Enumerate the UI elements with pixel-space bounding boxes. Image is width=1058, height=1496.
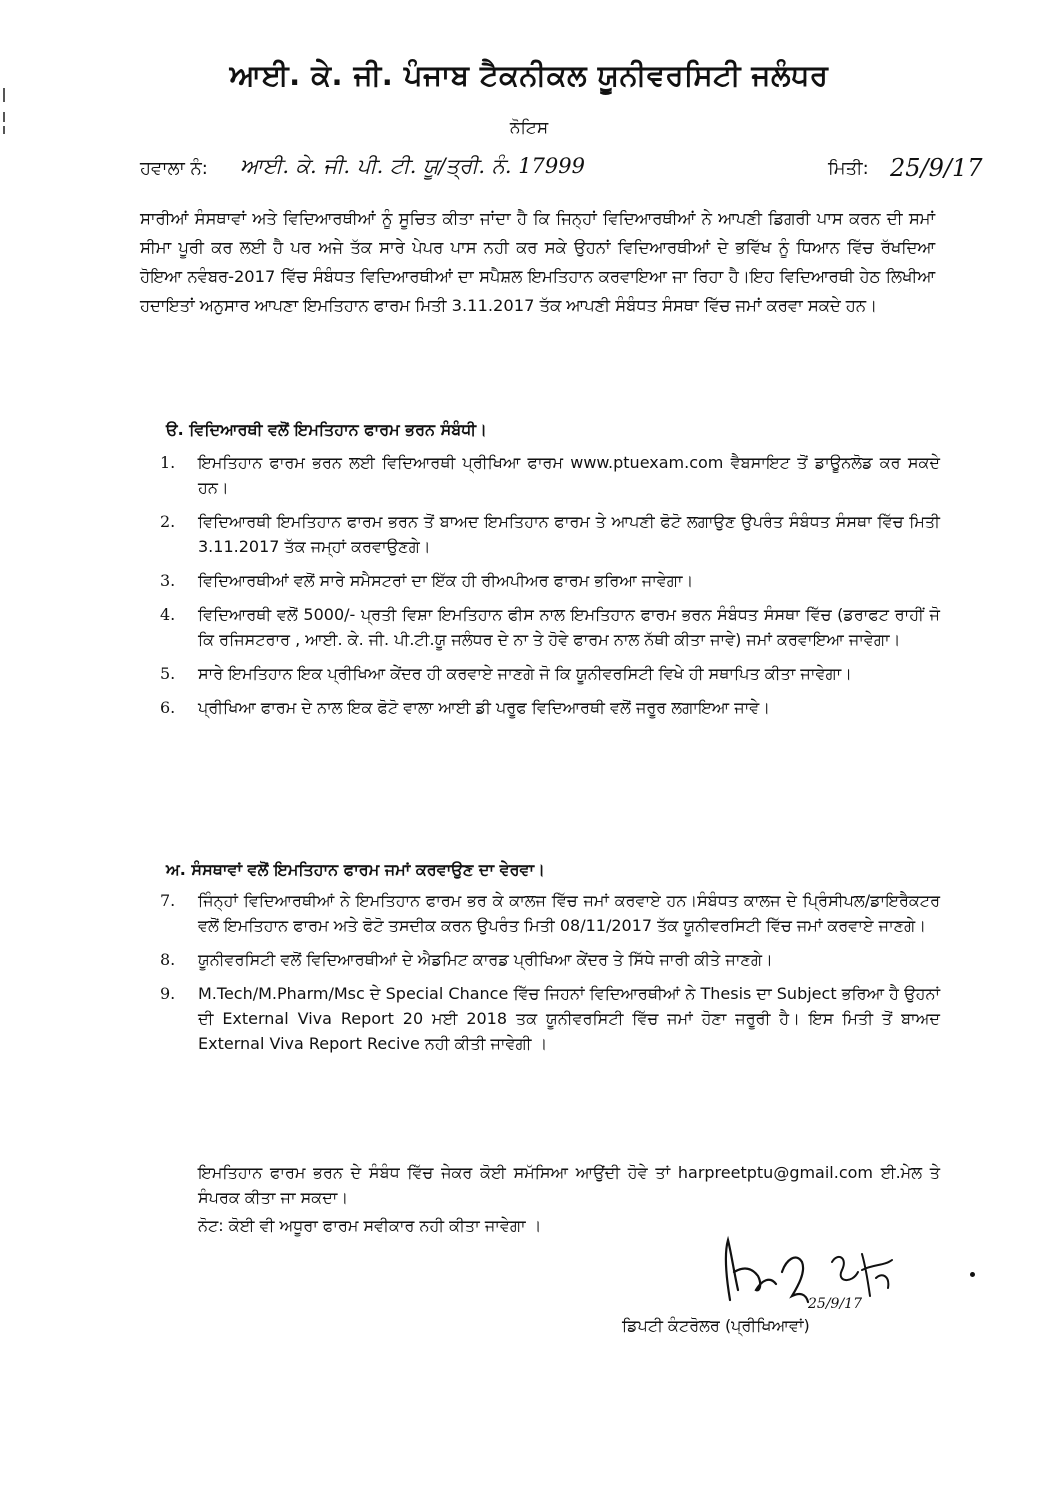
section-a-list xyxy=(160,450,940,729)
item-number: 5. xyxy=(160,664,176,683)
list-item xyxy=(160,981,940,1056)
list-item xyxy=(160,947,940,972)
item-text: M.Tech/M.Pharm/Msc ਦੇ Special Chance ਵਿੱਚ ਜਿਹਨਾਂ ਵਿਦਿਆਰਥੀਆਂ ਨੇ Thesis ਦਾ Subject ਭਰਿਆ ਹੈ ਉਹਨਾਂ ਦੀ External Viva Report 20 ਮਈ 2018 ਤਕ ਯੂਨੀਵਰਸਿਟੀ ਵਿੱਚ ਜਮਾਂ ਹੋਣਾ ਜਰੂਰੀ ਹੈ। ਇਸ ਮਿਤੀ ਤੋਂ ਬਾਅਦ External Viva Report Recive ਨਹੀ ਕੀਤੀ ਜਾਵੇਗੀ । xyxy=(198,984,940,1053)
list-item xyxy=(160,661,940,686)
item-number: 6. xyxy=(160,698,176,717)
note-text: ਨੋਟ: ਕੋਈ ਵੀ ਅਧੂਰਾ ਫਾਰਮ ਸਵੀਕਾਰ ਨਹੀ ਕੀਤਾ ਜਾਵੇਗਾ । xyxy=(198,1216,542,1235)
reference-number: ਆਈ. ਕੇ. ਜੀ. ਪੀ. ਟੀ. ਯੂ/ਤ੍ਰੀ. ਨੰ. 17999 xyxy=(240,154,585,178)
notice-heading: ਨੋਟਿਸ xyxy=(509,118,549,138)
list-item xyxy=(160,695,940,720)
item-text: ਯੂਨੀਵਰਸਿਟੀ ਵਲੋਂ ਵਿਦਿਆਰਥੀਆਂ ਦੇ ਐਡਮਿਟ ਕਾਰਡ ਪ੍ਰੀਖਿਆ ਕੇਂਦਰ ਤੇ ਸਿੱਧੇ ਜਾਰੀ ਕੀਤੇ ਜਾਣਗੇ। xyxy=(198,950,773,969)
item-number: 7. xyxy=(160,891,176,910)
item-text: ਵਿਦਿਆਰਥੀ ਵਲੋਂ 5000/- ਪ੍ਰਤੀ ਵਿਸ਼ਾ ਇਮਤਿਹਾਨ ਫੀਸ ਨਾਲ ਇਮਤਿਹਾਨ ਫਾਰਮ ਭਰਨ ਸੰਬੰਧਤ ਸੰਸਥਾ ਵਿੱਚ (ਡਰਾਫਟ ਰਾਹੀਂ ਜੋ ਕਿ ਰਜਿਸਟਰਾਰ , ਆਈ. ਕੇ. ਜੀ. ਪੀ.ਟੀ.ਯੂ ਜਲੰਧਰ ਦੇ ਨਾ ਤੇ ਹੋਵੇ ਫਾਰਮ ਨਾਲ ਨੱਥੀ ਕੀਤਾ ਜਾਵੇ) ਜਮਾਂ ਕਰਵਾਇਆ ਜਾਵੇਗਾ। xyxy=(198,605,940,649)
list-item xyxy=(160,450,940,500)
date-value: 25/9/17 xyxy=(890,154,983,182)
date-label: ਮਿਤੀ: xyxy=(828,158,869,179)
item-number: 9. xyxy=(160,984,176,1003)
signature-image xyxy=(712,1232,912,1312)
section-b-heading: ਅ. ਸੰਸਥਾਵਾਂ ਵਲੋਂ ਇਮਤਿਹਾਨ ਫਾਰਮ ਜਮਾਂ ਕਰਵਾਉਣ ਦਾ ਵੇਰਵਾ। xyxy=(166,860,545,879)
section-b-list xyxy=(160,888,940,1065)
reference-row xyxy=(140,154,1000,190)
item-text: ਵਿਦਿਆਰਥੀ ਇਮਤਿਹਾਨ ਫਾਰਮ ਭਰਨ ਤੋਂ ਬਾਅਦ ਇਮਤਿਹਾਨ ਫਾਰਮ ਤੇ ਆਪਣੀ ਫੋਟੋ ਲਗਾਉਣ ਉਪਰੰਤ ਸੰਬੰਧਤ ਸੰਸਥਾ ਵਿੱਚ ਮਿਤੀ 3.11.2017 ਤੱਕ ਜਮ੍ਹਾਂ ਕਰਵਾਉਣਗੇ। xyxy=(198,512,940,556)
list-item xyxy=(160,602,940,652)
intro-paragraph: ਸਾਰੀਆਂ ਸੰਸਥਾਵਾਂ ਅਤੇ ਵਿਦਿਆਰਥੀਆਂ ਨੂੰ ਸੂਚਿਤ ਕੀਤਾ ਜਾਂਦਾ ਹੈ ਕਿ ਜਿਨ੍ਹਾਂ ਵਿਦਿਆਰਥੀਆਂ ਨੇ ਆਪਣੀ ਡਿਗਰੀ ਪਾਸ ਕਰਨ ਦੀ ਸਮਾਂ ਸੀਮਾ ਪੂਰੀ ਕਰ ਲਈ ਹੈ ਪਰ ਅਜੇ ਤੱਕ ਸਾਰੇ ਪੇਪਰ ਪਾਸ ਨਹੀ ਕਰ ਸਕੇ ਉਹਨਾਂ ਵਿਦਿਆਰਥੀਆਂ ਦੇ ਭਵਿੱਖ ਨੂੰ ਧਿਆਨ ਵਿੱਚ ਰੱਖਦਿਆ ਹੋਇਆ ਨਵੰਬਰ-2017 ਵਿੱਚ ਸੰਬੰਧਤ ਵਿਦਿਆਰਥੀਆਂ ਦਾ ਸਪੈਸ਼ਲ ਇਮਤਿਹਾਨ ਕਰਵਾਇਆ ਜਾ ਰਿਹਾ ਹੈ।ਇਹ ਵਿਦਿਆਰਥੀ ਹੇਠ ਲਿਖੀਆ ਹਦਾਇਤਾਂ ਅਨੁਸਾਰ ਆਪਣਾ ਇਮਤਿਹਾਨ ਫਾਰਮ ਮਿਤੀ 3.11.2017 ਤੱਕ ਆਪਣੀ ਸੰਬੰਧਤ ਸੰਸਥਾ ਵਿੱਚ ਜਮਾਂ ਕਰਵਾ ਸਕਦੇ ਹਨ। xyxy=(140,209,935,315)
item-number: 4. xyxy=(160,605,176,624)
item-text: ਪ੍ਰੀਖਿਆ ਫਾਰਮ ਦੇ ਨਾਲ ਇਕ ਫੋਟੋ ਵਾਲਾ ਆਈ ਡੀ ਪਰੂਫ ਵਿਦਿਆਰਥੀ ਵਲੋਂ ਜਰੂਰ ਲਗਾਇਆ ਜਾਵੇ। xyxy=(198,698,771,717)
item-text: ਜਿੰਨ੍ਹਾਂ ਵਿਦਿਆਰਥੀਆਂ ਨੇ ਇਮਤਿਹਾਨ ਫਾਰਮ ਭਰ ਕੇ ਕਾਲਜ ਵਿੱਚ ਜਮਾਂ ਕਰਵਾਏ ਹਨ।ਸੰਬੰਧਤ ਕਾਲਜ ਦੇ ਪ੍ਰਿੰਸੀਪਲ/ਡਾਇਰੈਕਟਰ ਵਲੋਂ ਇਮਤਿਹਾਨ ਫਾਰਮ ਅਤੇ ਫੋਟੋ ਤਸਦੀਕ ਕਰਨ ਉਪਰੰਤ ਮਿਤੀ 08/11/2017 ਤੱਕ ਯੂਨੀਵਰਸਿਟੀ ਵਿੱਚ ਜਮਾਂ ਕਰਵਾਏ ਜਾਣਗੇ। xyxy=(198,891,940,935)
signatory-designation: ਡਿਪਟੀ ਕੰਟਰੋਲਰ (ਪ੍ਰੀਖਿਆਵਾਂ) xyxy=(622,1316,810,1335)
reference-label: ਹਵਾਲਾ ਨੰ: xyxy=(140,158,208,179)
item-text: ਵਿਦਿਆਰਥੀਆਂ ਵਲੋਂ ਸਾਰੇ ਸਮੈਸਟਰਾਂ ਦਾ ਇੱਕ ਹੀ ਰੀਅਪੀਅਰ ਫਾਰਮ ਭਰਿਆ ਜਾਵੇਗਾ। xyxy=(198,571,694,590)
list-item xyxy=(160,509,940,559)
item-number: 1. xyxy=(160,453,176,472)
item-number: 2. xyxy=(160,512,176,531)
university-title: ਆਈ. ਕੇ. ਜੀ. ਪੰਜਾਬ ਟੈਕਨੀਕਲ ਯੂਨੀਵਰਸਿਟੀ ਜਲੰਧਰ xyxy=(229,58,829,92)
contact-paragraph: ਇਮਤਿਹਾਨ ਫਾਰਮ ਭਰਨ ਦੇ ਸੰਬੰਧ ਵਿੱਚ ਜੇਕਰ ਕੋਈ ਸਮੱਸਿਆ ਆਉਂਦੀ ਹੋਵੇ ਤਾਂ harpreetptu@gmail.com ਈ.ਮੇਲ ਤੇ ਸੰਪਰਕ ਕੀਤਾ ਜਾ ਸਕਦਾ। xyxy=(198,1163,940,1207)
item-number: 8. xyxy=(160,950,176,969)
signature-date: 25/9/17 xyxy=(808,1296,862,1312)
section-a-heading: ੳ. ਵਿਦਿਆਰਥੀ ਵਲੋਂ ਇਮਤਿਹਾਨ ਫਾਰਮ ਭਰਨ ਸੰਬੰਧੀ। xyxy=(166,420,487,439)
item-text: ਸਾਰੇ ਇਮਤਿਹਾਨ ਇਕ ਪ੍ਰੀਖਿਆ ਕੇਂਦਰ ਹੀ ਕਰਵਾਏ ਜਾਣਗੇ ਜੋ ਕਿ ਯੂਨੀਵਰਸਿਟੀ ਵਿਖੇ ਹੀ ਸਥਾਪਿਤ ਕੀਤਾ ਜਾਵੇਗਾ। xyxy=(198,664,852,683)
item-number: 3. xyxy=(160,571,176,590)
ink-speck xyxy=(970,1272,975,1277)
item-text: ਇਮਤਿਹਾਨ ਫਾਰਮ ਭਰਨ ਲਈ ਵਿਦਿਆਰਥੀ ਪ੍ਰੀਖਿਆ ਫਾਰਮ www.ptuexam.com ਵੈਬਸਾਇਟ ਤੋਂ ਡਾਊਨਲੋਡ ਕਰ ਸਕਦੇ ਹਨ। xyxy=(198,453,940,497)
list-item xyxy=(160,888,940,938)
list-item xyxy=(160,568,940,593)
